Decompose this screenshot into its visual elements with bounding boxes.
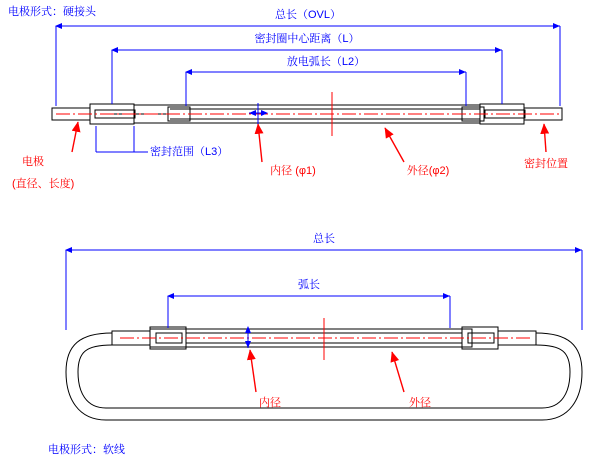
top-callout-arrows xyxy=(72,122,546,162)
title-top-electrode-type: 电极形式：硬接头 xyxy=(8,6,96,18)
dim-label-l3: 密封范围（L3） xyxy=(150,146,229,158)
callout-seal-position: 密封位置 xyxy=(524,158,568,170)
dim-label-arc-length: 弧长 xyxy=(298,279,320,291)
callout-inner-diameter: 内径 xyxy=(259,397,281,409)
title-bottom-electrode-type: 电极形式：软线 xyxy=(48,444,125,456)
dim-label-ovl: 总长（OVL） xyxy=(274,9,342,21)
dim-label-total-length: 总长 xyxy=(313,233,335,245)
callout-outer-diameter: 外径 xyxy=(409,397,431,409)
top-inner-dia-marker xyxy=(249,103,267,124)
dim-l3 xyxy=(96,126,148,152)
callout-outer-diameter-phi2: 外径(φ2) xyxy=(406,165,450,177)
callout-inner-diameter-phi1: 内径 (φ1) xyxy=(270,165,316,177)
callout-electrode-line1: 电极 xyxy=(22,156,44,168)
bottom-callout-arrows xyxy=(250,350,404,392)
dim-label-l: 密封圈中心距离（L） xyxy=(254,33,360,45)
dim-arc-length xyxy=(168,296,450,328)
top-centerline xyxy=(56,92,560,136)
callout-electrode-line2: (直径、长度) xyxy=(12,178,75,190)
dim-label-l2: 放电弧长（L2） xyxy=(286,56,366,68)
dim-l2 xyxy=(186,72,466,106)
